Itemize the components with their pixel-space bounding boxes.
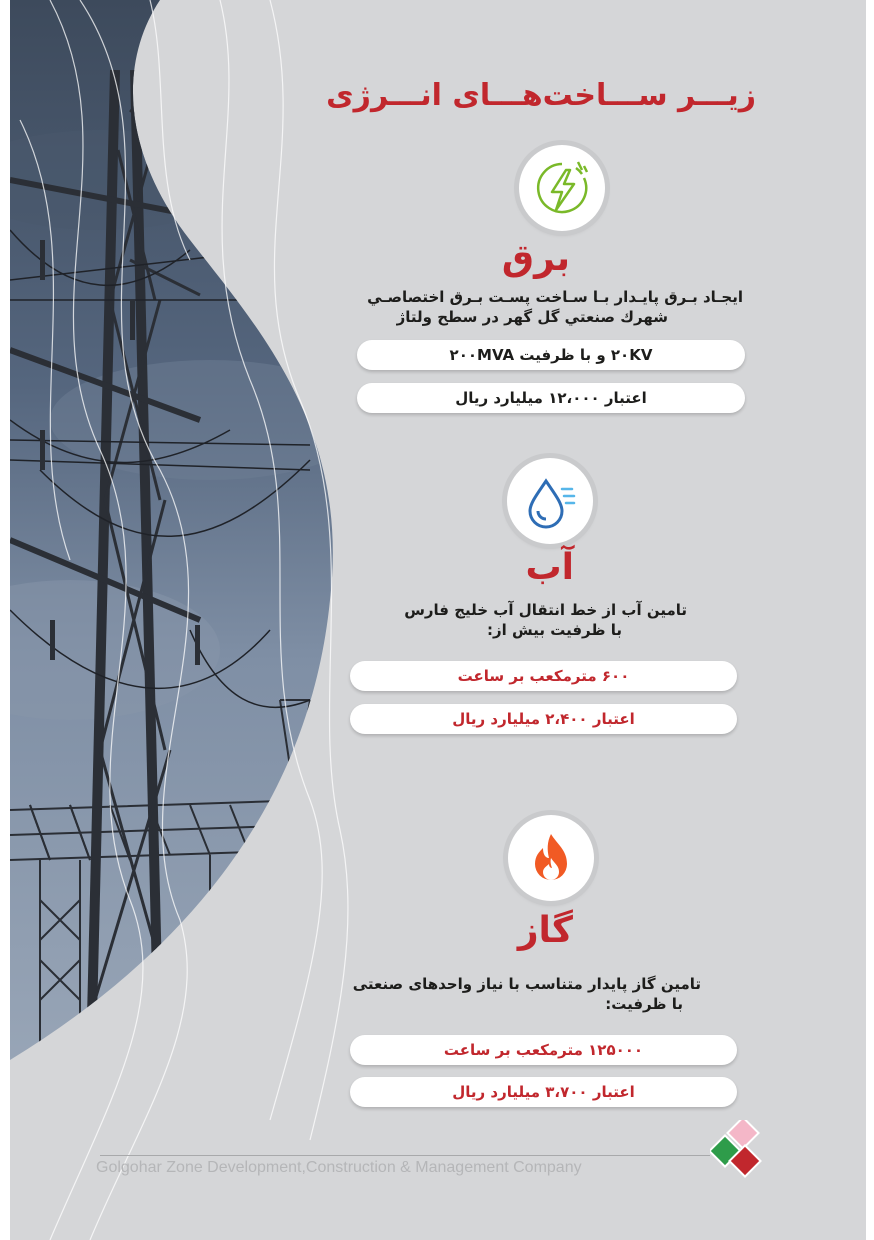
- water-icon-badge: [507, 458, 593, 544]
- gas-desc-line1: تامین گاز پایدار متناسب با نیاز واحدهای صنعتی: [352, 975, 701, 993]
- water-budget-pill: اعتبار ۲،۴۰۰ میلیارد ریال: [350, 704, 737, 734]
- water-capacity-pill: ۶۰۰ مترمکعب بر ساعت: [350, 661, 737, 691]
- footer-divider: [100, 1155, 710, 1156]
- electricity-heading: برق: [501, 238, 570, 279]
- company-logo-icon: [710, 1120, 762, 1186]
- electricity-icon-badge: [519, 145, 605, 231]
- flame-icon: [521, 828, 581, 888]
- infographic-page: [10, 0, 866, 1240]
- lightning-icon: [532, 158, 592, 218]
- electricity-desc-line1: ایجـاد بـرق پایـدار بـا سـاخت پسـت بـرق اختصاصـي: [367, 288, 743, 306]
- water-description: [247, 600, 687, 640]
- gas-desc-line2: با ظرفیت:: [605, 995, 683, 1013]
- electricity-description: [303, 287, 743, 327]
- electricity-desc-line2: شهرك صنعتي گل گهر در سطح ولتاژ: [396, 308, 668, 326]
- gas-capacity-pill: ۱۲۵۰۰۰ مترمکعب بر ساعت: [350, 1035, 737, 1065]
- electricity-capacity-pill: ۲۰KV و با ظرفیت ۲۰۰MVA: [357, 340, 745, 370]
- water-heading: آب: [525, 547, 574, 588]
- water-desc-line2: با ظرفیت بیش از:: [487, 621, 622, 639]
- water-drop-icon: [520, 471, 580, 531]
- water-desc-line1: تامین آب از خط انتقال آب خلیج فارس: [404, 601, 687, 619]
- gas-heading: گاز: [517, 910, 573, 951]
- gas-budget-pill: اعتبار ۳،۷۰۰ میلیارد ریال: [350, 1077, 737, 1107]
- footer-company-name: Golgohar Zone Development,Construction & Management Company: [96, 1159, 582, 1176]
- gas-icon-badge: [508, 815, 594, 901]
- page-title: زیـــر ســـاخت‌هـــای انـــرژی: [326, 78, 756, 113]
- electricity-budget-pill: اعتبار ۱۲،۰۰۰ میلیارد ریال: [357, 383, 745, 413]
- gas-description: [261, 974, 701, 1014]
